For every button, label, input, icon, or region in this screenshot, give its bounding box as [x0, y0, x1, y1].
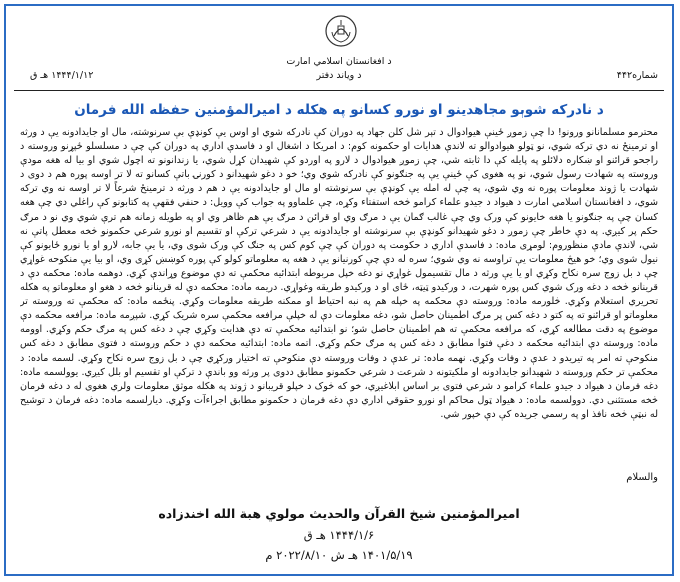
decree-body: محترمو مسلمانانو ورونو! دا چې زموږ ځینې هیوادوال د تېر شل کلن جهاد په دوران کې نادرکه شوي او اوس یې کونډې بې سرنوشته، مال او جایدادونه یې د ورثه او ترمینځ نه دي ترکه شوي، نو ټولو هیوادوالو ته لاندې هدایات او حکمونه کوم: د امریکا د اشغال او د فاسدې اداري په دوران کې چې د مسلسلو ځپړنو وروسته د راجحو قرائنو او ښکاره دلائلو په پایله کې دا ثابته شي، چې زموږ هیوادوال د لارو په اوردو کې شهیدان کړل شوي، یا زندانونو ته اچول شوي او بیا له هغه مودې وروسته په شهادت رسول شوي، نو په هغوی کې ځینې یې په جنګونو کې نادرکه شوي وي؛ خو د دغو شهیدانو د کورنۍ باتې کسانو ته لا تر اوسه پوره هم د دوی د شهادت یا ژوند معلومات پوره نه وي شوي، په چې له امله یې کونډې بې سرنوشته او مال او جایدادونه یې د هم د ورثه د ترمینځ شرعاً لا تر اوسه نه وي ترکه شوي، د افغانستان اسلامي امارت د هیواد د جیدو علماء کرامو څخه استفتاء وکړه، چې علماوو په جواب کې وویل: د حنفي فقهې په کتابونو کې راغلي دي چې هغه کسان چې په جنګونو یا هغه خایونو کې ورک وي چې غالب ګمان یې د مرګ وي او قرائن د مرګ یې هم ظاهر وي او په طویله زمانه هم ترې شوي وي نو د مرګ حکم پر کیږي. په دې خاطر چې زموږ د دغو شهیدانو کونډې بې سرنوشته او جایدادونه یې د شرعي ترکې او تقسیم او نورو شرعي حکمونو څخه معطل پاتې نه شي، لاندې مادې منظوروم: لومړی ماده: د فاسدې اداري د حکومت په دوران کې چې کوم کس په جنګ کې ورک شوی وي، یا یې جابه، لارو او یا نورو ځایونو کې نیول شوی وي؛ خو هیڅ معلومات یې تراوسه نه وي شوي؛ سره له دې چې کورنیانو یې د هغه په معلوماتو کولو کې پوره کوښښ کړی وي، او بیا یې منکوحه غواړي چې د بل زوج سره نکاح وکړي او یا یې ورثه د مال تقسیمول غواړي نو دغه خپل مربوطه ابتدائیه محکمې ته دې موضوع وړاندې کړي. دوهمه ماده: محکمه دې د قرینانو څخه د دغه ورک شوي کس پوره شهرت، د ورکیدو ټیټه، ځای او د ورکیدو طریقه وغواړي. دریمه ماده: محکمه دې له قرینانو څخه د هغو او معلوماتو په هکله تحریري استعلام وکړي. څلورمه ماده: وروسته دې محکمه په خپله هم په نبه احتیاط او ممکنه طریقه معلومات وکړي. پنځمه ماده: که محکمې ته وروسته تر معلوماتو او قرائنو ته په کتو د دغه کس پر مرګ اطمینان حاصل شو، دغه معلومات دې له خپلې مرافعه محکمې سره شریک کړي. شپږمه ماده: مرافعه محکمه دې موضوع په دقت مطالعه کړي، که مرافعه محکمې ته هم اطمینان حاصل شو؛ نو ابتدائیه محکمې ته دې هدایت وکړي چې د دغه کس په مرګ حکم وکړي. اوومه ماده: وروسته دې ابتدائیه محکمه د دغې فتوا مطابق د دغه کس په مرګ حکم وکړي. اتمه ماده: ابتدائیه محکمه دې د حکم وروسته د فتوی مطابق د دغه کس منکوحې ته امر په تیریدو د عدې د وفات وکړي. نهمه ماده: تر عدې د وفات وروسته دې منکوحې ته اختیار ورکړي چې د بل زوج سره نکاح وکړي. لسمه ماده: د محکمې تر حکم وروسته د شهیدانو جایدادونه او ملکیتونه د شرعت د شرعي حکمونو مطابق ددوی پر ورثه وو باندې د ترکې او تقسیم او بلل کیږي. یوولسمه ماده: دغه فرمان د هیواد د جیدو علماء کرامو د شرعي فتوی بر اساس ابلاغیږي، خو که څوک د خپلو قریبانو د ژوند په هکله موثق معلومات ولري هغوی له د دغه فرمان څخه مستثنی دي. دوولسمه ماده: د هیواد ټول محاکم او نورو حقوقي اداري دې دغه فرمان د حکمونو مطابق اجراءآت وکړي. دیارلسمه ماده: دغه فرمان د توشیح له نبټې څخه نافذ او په رسمي جریده کې دې خپور شي. — [20, 127, 658, 420]
document-title: د نادرکه شوېو مجاهدینو او نورو کسانو په هکله د امیرالمؤمنین حفظه الله فرمان — [74, 102, 604, 118]
letterhead — [6, 6, 672, 94]
signature-date-solar-gregorian: ۱۴۰۱/۵/۱۹ هـ ش ۲۰۲۲/۸/۱۰ م — [265, 548, 413, 562]
document-frame — [4, 4, 674, 576]
signature-date-hijri: ۱۴۴۴/۱/۶ هـ ق — [303, 528, 375, 542]
office-name: د ویاند دفتر — [316, 70, 362, 81]
org-title: د افغانستان اسلامي امارت — [286, 56, 392, 67]
header-divider — [14, 90, 664, 91]
emirate-emblem-icon — [324, 14, 358, 48]
signatory-name: امیرالمؤمنین شیخ القرآن والحدیث مولوي هبة الله اخندزاده — [158, 506, 520, 521]
document-number: شماره۴۴۲ — [616, 70, 658, 81]
salutation: والسلام — [626, 472, 658, 483]
document-date: ۱۴۴۴/۱/۱۲ هـ ق — [30, 70, 94, 81]
